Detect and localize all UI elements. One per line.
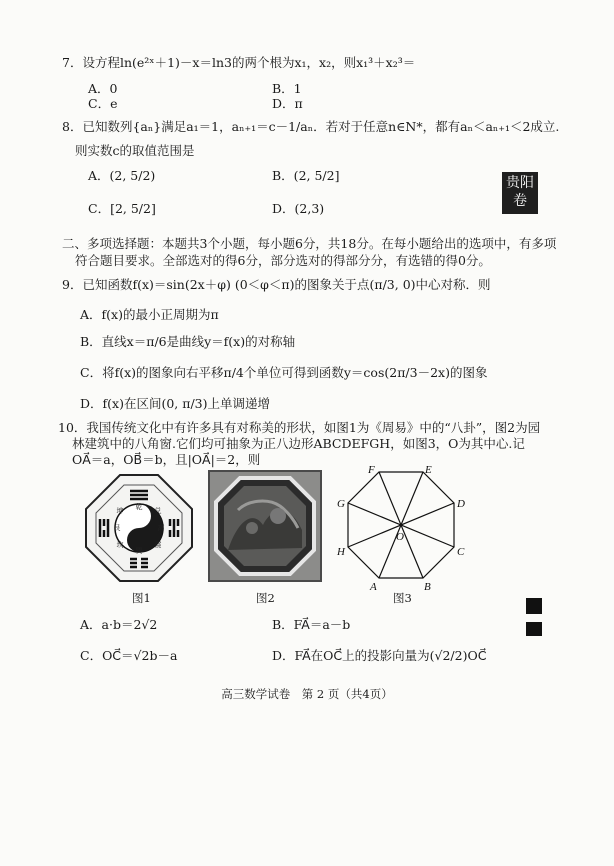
bagua-char-8: 坤 [116,507,124,515]
vertex-label-h: H [337,546,345,558]
q7-option-c: C．e [88,96,118,111]
vertex-label-d: D [457,498,465,510]
q8-option-d: D．(2,3) [272,201,325,216]
bagua-char-5: 巽 [135,547,143,555]
q8-option-c: C．[2, 5/2] [88,201,156,216]
bagua-char-4: 震 [154,541,162,549]
q7-option-d: D．π [272,96,303,111]
q8-stem-cont: 则实数c的取值范围是 [75,143,195,158]
q10-stem-3: OA⃗＝a，OB⃗＝b，且|OA⃗|＝2，则 [72,452,261,467]
figure2-caption: 图2 [256,591,275,605]
region-tab-line1: 贵阳 [506,175,534,191]
bagua-char-2: 兑 [154,507,162,515]
bagua-figure [82,471,196,585]
q10-option-b: B．FA⃗＝a－b [272,617,351,632]
section2-instructions-1: 二、多项选择题：本题共3个小题，每小题6分，共18分。在每小题给出的选项中，有多项 [62,236,557,251]
registration-mark-2 [526,622,542,636]
q7-option-a: A．0 [88,81,118,96]
q8-stem: 8．已知数列{aₙ}满足a₁＝1，aₙ₊₁＝c－1/aₙ．若对于任意n∈N*，都有aₙ＜aₙ₊₁＜2成立. [62,119,560,134]
bagua-char-1: 乾 [135,503,143,511]
q7-option-b: B．1 [272,81,302,96]
figure3-caption: 图3 [393,591,412,605]
q8-option-a: A．(2, 5/2) [88,168,156,183]
region-tab [502,172,538,214]
q10-stem-2: 林建筑中的八角窗.它们均可抽象为正八边形ABCDEFGH，如图3，O为其中心.记 [72,436,525,451]
q10-option-a: A．a·b＝2√2 [80,617,158,632]
vertex-label-a: A [370,581,377,592]
q9-option-a: A．f(x)的最小正周期为π [80,307,219,322]
vertex-label-e: E [425,464,432,476]
q8-option-b: B．(2, 5/2] [272,168,340,183]
q7-stem: 7．设方程ln(e²ˣ＋1)－x＝ln3的两个根为x₁，x₂，则x₁³＋x₂³＝ [62,55,416,70]
q10-option-d: D．FA⃗在OC⃗上的投影向量为(√2/2)OC⃗ [272,648,487,663]
region-tab-line2: 卷 [513,193,527,209]
vertex-label-b: B [424,581,431,592]
q9-option-d: D．f(x)在区间(0, π/3)上单调递增 [80,396,270,411]
bagua-char-3: 离 [157,524,165,532]
q10-option-c: C．OC⃗＝√2b－a [80,648,178,663]
registration-mark-1 [526,598,542,614]
q9-option-b: B．直线x＝π/6是曲线y＝f(x)的对称轴 [80,334,296,349]
vertex-label-c: C [457,546,465,558]
figure1-caption: 图1 [132,591,151,605]
q9-option-c: C．将f(x)的图象向右平移π/4个单位可得到函数y＝cos(2π/3－2x)的图象 [80,365,488,380]
bagua-char-7: 艮 [113,524,121,532]
section2-instructions-2: 符合题目要求。全部选对的得6分，部分选对的得部分分，有选错的得0分。 [75,253,491,268]
page-footer: 高三数学试卷 第 2 页（共4页） [221,687,393,701]
vertex-label-g: G [337,498,345,510]
q10-stem-1: 10．我国传统文化中有许多具有对称美的形状，如图1为《周易》中的“八卦”，图2为园 [58,420,541,435]
center-label-o: O [396,531,404,543]
bagua-char-6: 坎 [116,541,124,549]
octagon-diagram [336,464,470,592]
vertex-label-f: F [368,464,375,476]
q9-stem: 9．已知函数f(x)＝sin(2x＋φ) (0＜φ＜π)的图象关于点(π/3, 0)中心对称．则 [62,277,491,292]
octagon-window-figure [208,470,322,582]
